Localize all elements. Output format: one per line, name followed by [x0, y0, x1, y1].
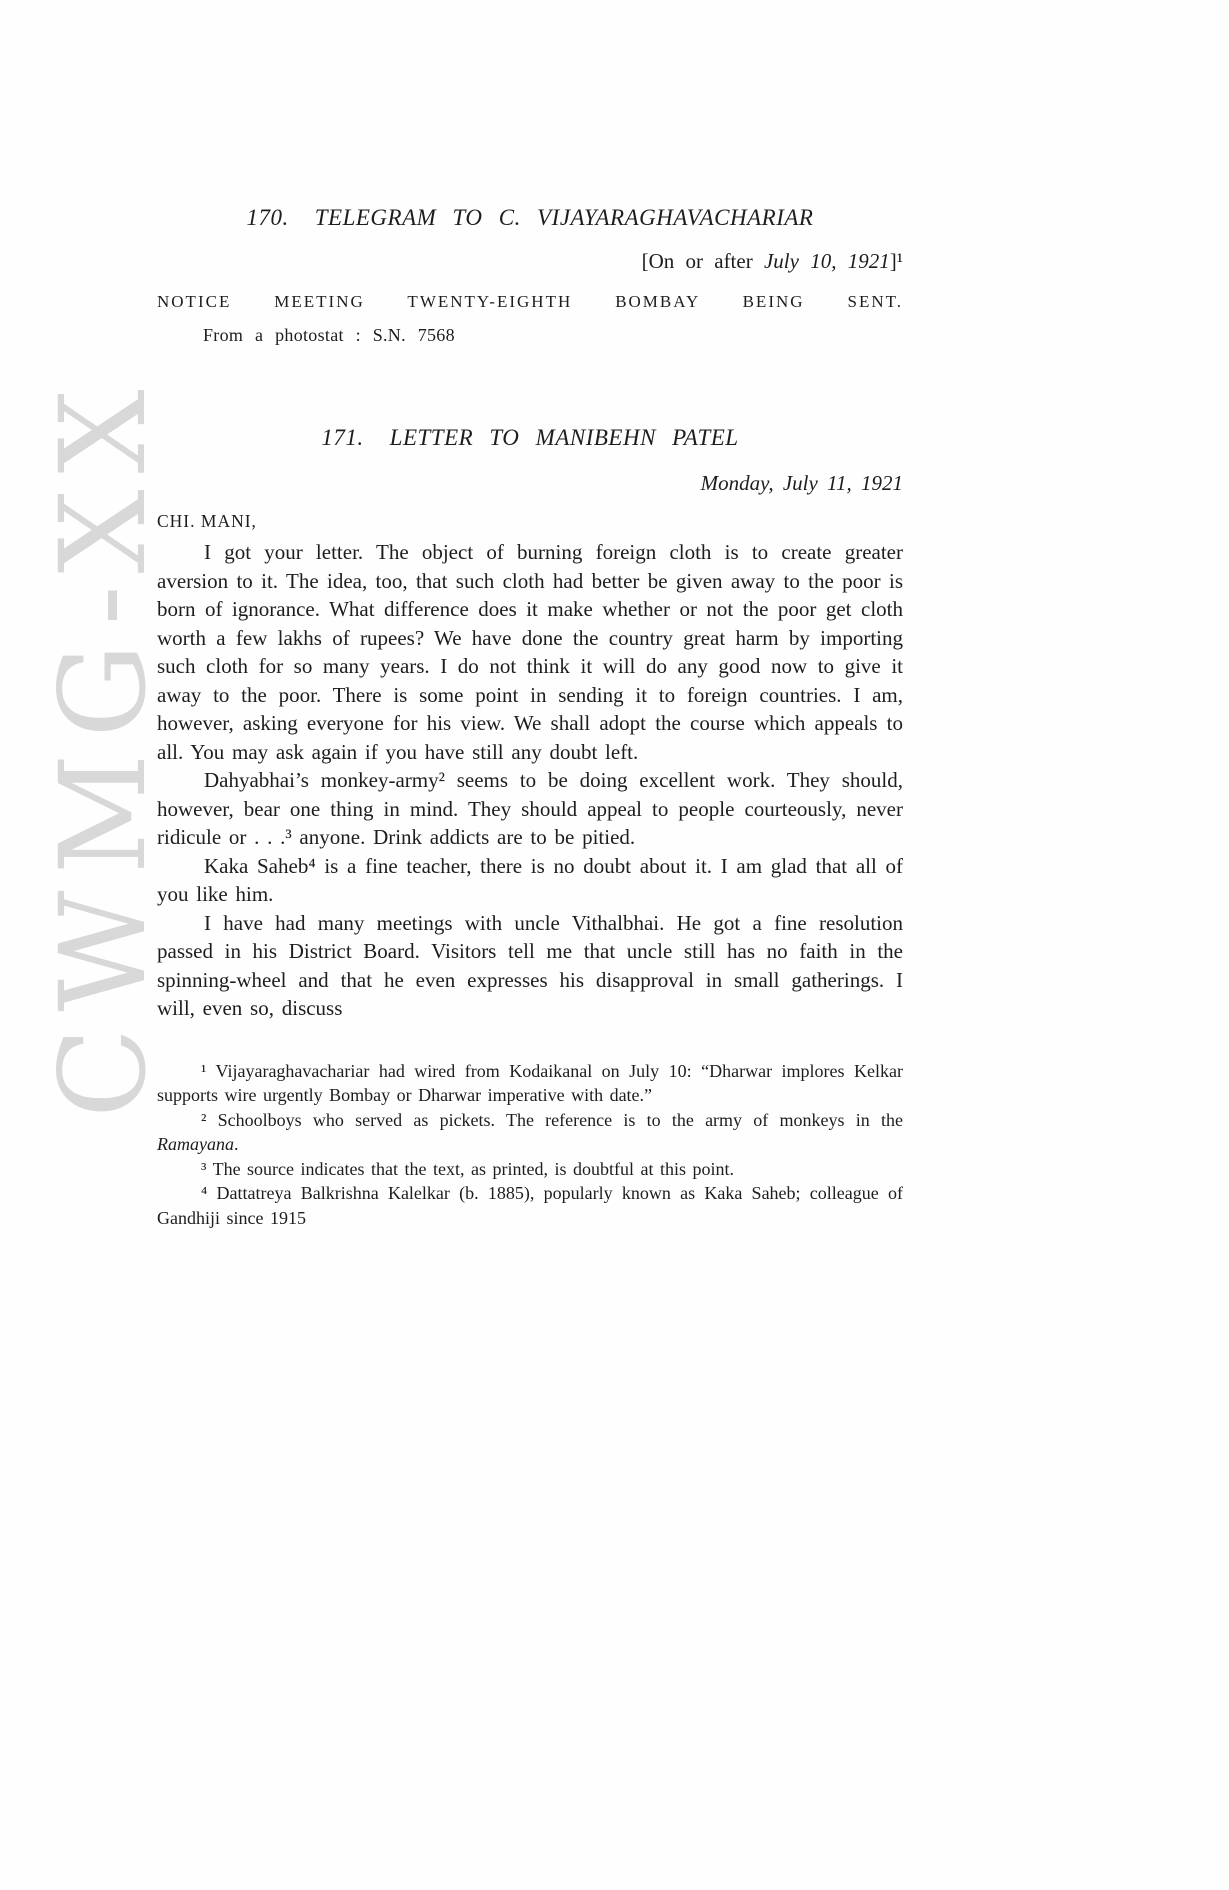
paragraph: I have had many meetings with uncle Vithalbhai. He got a fine resolution passed in his District Board. Visitors tell me that uncle still has no faith in the spinning-wheel and that he even expresses his disapproval in small gatherings. I will, even so, discuss	[157, 910, 903, 1020]
footnote-2	[157, 1108, 903, 1157]
paragraph: I got your letter. The object of burning foreign cloth is to create greater aversion to it. The idea, too, that such cloth had better be given away to the poor is born of ignorance. What difference does it make whether or not the poor get cloth worth a few lakhs of rupees? We have done the country great harm by importing such cloth for so many years. I do not think it will do any good now to give it away to the poor. There is some point in sending it to foreign countries. I am, however, asking everyone for his view. We shall adopt the course which appeals to all. You may ask again if you have still any doubt left.	[157, 540, 903, 764]
letter-dateline: Monday, July 11, 1921	[700, 471, 903, 495]
letter-body	[157, 538, 903, 1023]
entry-170-title: TELEGRAM TO C. VIJAYARAGHAVACHARIAR	[314, 205, 814, 230]
letter-section	[157, 423, 903, 1023]
entry-170-heading	[157, 203, 903, 233]
footnote-4: ⁴ Dattatreya Balkrishna Kalelkar (b. 1885), popularly known as Kaka Saheb; colleague of Gandhiji since 1915	[157, 1183, 903, 1228]
footnote-3: ³ The source indicates that the text, as printed, is doubtful at this point.	[201, 1158, 734, 1179]
footnotes-section	[157, 1059, 903, 1231]
letter-salutation: CHI. MANI,	[157, 511, 257, 531]
page-content	[157, 0, 903, 1230]
footnote-1: ¹ Vijayaraghavachariar had wired from Kodaikanal on July 10: “Dharwar implores Kelkar supports wire urgently Bombay or Dharwar imperative with date.”	[157, 1060, 903, 1105]
dateline-date: July 10, 1921	[763, 249, 890, 273]
paragraph: Kaka Saheb⁴ is a fine teacher, there is no doubt about it. I am glad that all of you like him.	[157, 853, 903, 906]
dateline-prefix: [On or after	[641, 249, 764, 273]
footnote-2-period: .	[233, 1134, 239, 1154]
volume-watermark: CWMG-XX	[34, 373, 172, 1118]
telegram-dateline	[157, 247, 903, 275]
entry-170-number: 170.	[246, 205, 289, 230]
telegram-section	[157, 203, 903, 347]
telegram-source-line: From a photostat : S.N. 7568	[203, 325, 455, 345]
footnote-2-book-title: Ramayana	[157, 1134, 234, 1154]
dateline-footnote-ref: ]¹	[889, 249, 903, 273]
entry-171-number: 171.	[321, 425, 364, 450]
entry-171-heading	[157, 423, 903, 453]
telegram-body: NOTICE MEETING TWENTY-EIGHTH BOMBAY BEING SENT.	[157, 292, 903, 311]
paragraph: Dahyabhai’s monkey-army² seems to be doing excellent work. They should, however, bear one thing in mind. They should appeal to people courteously, never ridicule or . . .³ anyone. Drink addicts are to be pitied.	[157, 768, 903, 849]
entry-171-title: LETTER TO MANIBEHN PATEL	[389, 425, 739, 450]
footnote-2-text: ² Schoolboys who served as pickets. The reference is to the army of monkeys in the	[201, 1109, 903, 1130]
